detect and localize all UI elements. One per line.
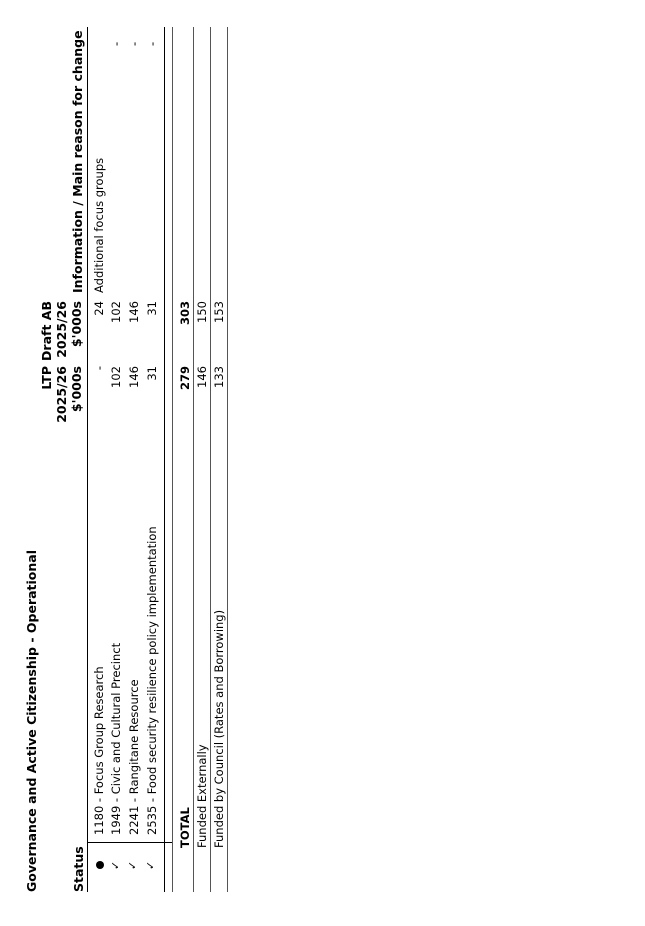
status-check-icon: ✓ — [126, 860, 139, 870]
change-reason: - — [127, 41, 141, 46]
funded-by-council-label: Funded by Council (Rates and Borrowing) — [212, 609, 226, 848]
draft-value: 102 — [109, 301, 123, 323]
draft-value: 24 — [92, 301, 106, 316]
project-name: 1949 - Civic and Cultural Precinct — [109, 642, 123, 835]
funded-externally-draft: 150 — [195, 301, 209, 323]
header-rule — [87, 27, 88, 892]
section-rule — [164, 27, 165, 892]
ltp-value: 146 — [127, 366, 141, 388]
funded-by-council-ltp: 133 — [212, 366, 226, 388]
header-ltp-line1: LTP — [39, 366, 54, 390]
status-column-divider — [87, 842, 173, 843]
row-rule — [193, 27, 194, 892]
header-info: Information / Main reason for change — [70, 30, 85, 293]
total-ltp: 279 — [178, 366, 192, 391]
header-draft-line3: $'000s — [69, 301, 84, 348]
ltp-value: 31 — [145, 366, 159, 381]
header-ltp-line3: $'000s — [69, 366, 84, 413]
total-draft: 303 — [178, 301, 192, 326]
header-draft-line1: Draft AB — [39, 301, 54, 361]
status-dot-icon — [96, 861, 104, 869]
row-rule — [227, 27, 228, 892]
funded-externally-ltp: 146 — [195, 366, 209, 388]
change-reason: - — [145, 41, 159, 46]
draft-value: 31 — [145, 301, 159, 316]
header-ltp — [39, 366, 84, 426]
page-title: Governance and Active Citizenship - Operational — [24, 549, 39, 892]
change-reason: Additional focus groups — [92, 157, 106, 293]
project-name: 2241 - Rangitane Resource — [127, 679, 141, 835]
header-status: Status — [71, 846, 86, 892]
status-check-icon: ✓ — [109, 860, 122, 870]
change-reason: - — [109, 41, 123, 46]
header-ltp-line2: 2025/26 — [54, 366, 69, 423]
funded-externally-label: Funded Externally — [195, 744, 209, 848]
header-draft — [39, 301, 84, 361]
total-label: TOTAL — [178, 807, 192, 848]
header-draft-line2: 2025/26 — [54, 301, 69, 358]
draft-value: 146 — [127, 301, 141, 323]
totals-rule — [172, 27, 173, 892]
row-rule — [210, 27, 211, 892]
ltp-value: - — [92, 366, 106, 371]
project-name: 1180 - Focus Group Research — [92, 666, 106, 835]
project-name: 2535 - Food security resilience policy implementation — [145, 526, 159, 835]
status-check-icon: ✓ — [144, 860, 157, 870]
ltp-value: 102 — [109, 366, 123, 388]
funded-by-council-draft: 153 — [212, 301, 226, 323]
